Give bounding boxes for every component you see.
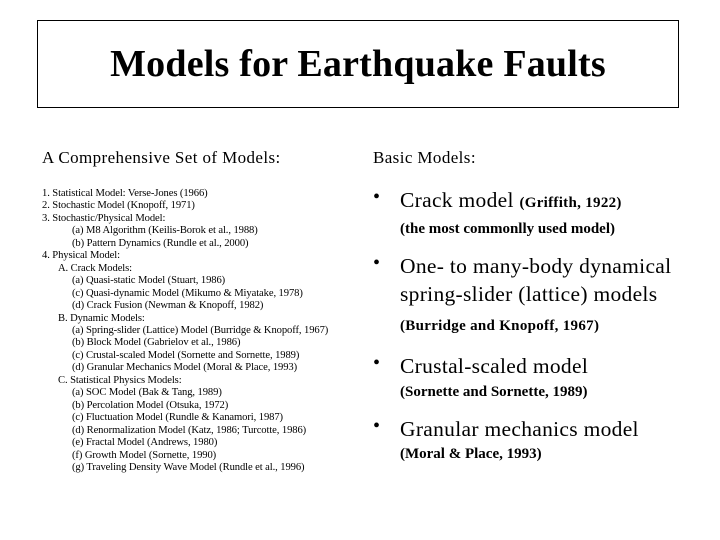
model-list-item: 2. Stochastic Model (Knopoff, 1971) [42, 200, 195, 212]
model-list-item: (d) Crack Fusion (Newman & Knopoff, 1982) [72, 300, 264, 312]
bullet-main-text: One- to many-body dynamical spring-slider (lattice) models [400, 253, 672, 306]
model-list-item: (f) Growth Model (Sornette, 1990) [72, 449, 217, 461]
model-list-item: (b) Percolation Model (Otsuka, 1972) [72, 399, 229, 411]
bullet-main-text: Granular mechanics model [400, 416, 639, 441]
bullet-subtext: (Sornette and Sornette, 1989) [400, 383, 588, 400]
model-list [42, 188, 362, 474]
bullet-reference: (Griffith, 1922) [519, 195, 622, 211]
basic-model-list [373, 186, 713, 465]
bullet-dot: • [373, 352, 381, 374]
bullet-main-text: Crack model [400, 188, 520, 212]
model-list-item: 1. Statistical Model: Verse-Jones (1966) [42, 188, 208, 199]
model-list-item: (b) Pattern Dynamics (Rundle et al., 2000) [72, 237, 249, 249]
model-list-item: (g) Traveling Density Wave Model (Rundle et al., 1996) [72, 461, 305, 473]
bullet-spring-slider-model [373, 252, 713, 341]
model-list-item: B. Dynamic Models: [58, 312, 145, 324]
title-box [37, 20, 679, 108]
left-column [42, 148, 362, 474]
left-heading: A Comprehensive Set of Models: [42, 148, 281, 167]
model-list-item: C. Statistical Physics Models: [58, 374, 182, 386]
right-column [373, 148, 713, 465]
model-list-item: 4. Physical Model: [42, 250, 120, 262]
bullet-dot: • [373, 186, 381, 208]
bullet-subtext: (the most commonlly used model) [400, 220, 615, 237]
model-list-item: 3. Stochastic/Physical Model: [42, 212, 166, 224]
bullet-crack-model [373, 186, 713, 240]
bullet-main-text: Crustal-scaled model [400, 354, 589, 378]
bullet-reference: (Burridge and Knopoff, 1967) [400, 317, 600, 334]
model-list-item: (d) Granular Mechanics Model (Moral & Place, 1993) [72, 362, 298, 374]
bullet-subtext: (Moral & Place, 1993) [400, 446, 542, 462]
model-list-item: (c) Quasi-dynamic Model (Mikumo & Miyatake, 1978) [72, 287, 303, 299]
model-list-item: (b) Block Model (Gabrielov et al., 1986) [72, 337, 241, 349]
right-heading: Basic Models: [373, 148, 476, 167]
model-list-item: (a) SOC Model (Bak & Tang, 1989) [72, 387, 222, 399]
page-title: Models for Earthquake Faults [110, 43, 606, 85]
model-list-item: (c) Crustal-scaled Model (Sornette and Sornette, 1989) [72, 349, 300, 361]
bullet-dot: • [373, 251, 381, 274]
model-list-item: (e) Fractal Model (Andrews, 1980) [72, 437, 218, 449]
bullet-dot: • [373, 414, 381, 437]
model-list-item: (a) M8 Algorithm (Keilis-Borok et al., 1988) [72, 225, 258, 237]
model-list-item: (c) Fluctuation Model (Rundle & Kanamori, 1987) [72, 412, 283, 424]
model-list-item: (a) Quasi-static Model (Stuart, 1986) [72, 275, 226, 287]
model-list-item: A. Crack Models: [58, 262, 133, 274]
bullet-granular-mechanics-model [373, 415, 713, 466]
model-list-item: (a) Spring-slider (Lattice) Model (Burridge & Knopoff, 1967) [72, 324, 329, 336]
model-list-item: (d) Renormalization Model (Katz, 1986; Turcotte, 1986) [72, 424, 307, 436]
bullet-crustal-scaled-model [373, 352, 713, 403]
